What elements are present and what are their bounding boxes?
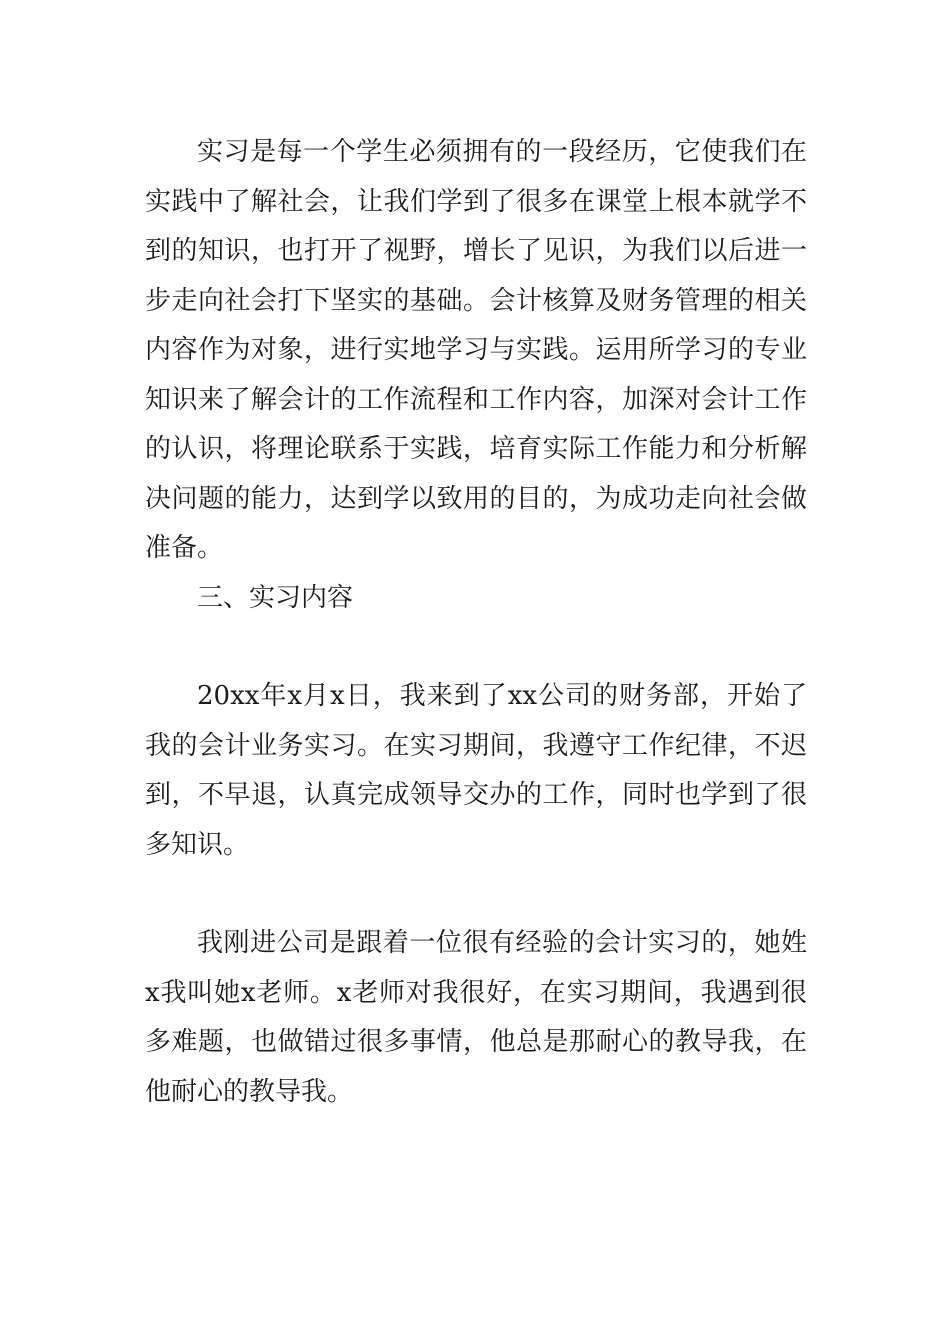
content-paragraph-1: 20xx年x月x日，我来到了xx公司的财务部，开始了我的会计业务实习。在实习期间，我遵守工作纪律，不迟到，不早退，认真完成领导交办的工作，同时也学到了很多知识。 bbox=[145, 681, 807, 860]
document-body bbox=[145, 128, 807, 1117]
content-paragraph-2: 我刚进公司是跟着一位很有经验的会计实习的，她姓x我叫她x老师。x老师对我很好，在实习期间，我遇到很多难题，也做错过很多事情，他总是那耐心的教导我，在他耐心的教导我。 bbox=[145, 928, 807, 1107]
intro-paragraph: 实习是每一个学生必须拥有的一段经历，它使我们在实践中了解社会，让我们学到了很多在课堂上根本就学不到的知识，也打开了视野，增长了见识，为我们以后进一步走向社会打下坚实的基础。会计核算及财务管理的相关内容作为对象，进行实地学习与实践。运用所学习的专业知识来了解会计的工作流程和工作内容，加深对会计工作的认识，将理论联系于实践，培育实际工作能力和分析解决问题的能力，达到学以致用的目的，为成功走向社会做准备。 bbox=[145, 137, 807, 563]
section-heading: 三、实习内容 bbox=[197, 582, 354, 613]
